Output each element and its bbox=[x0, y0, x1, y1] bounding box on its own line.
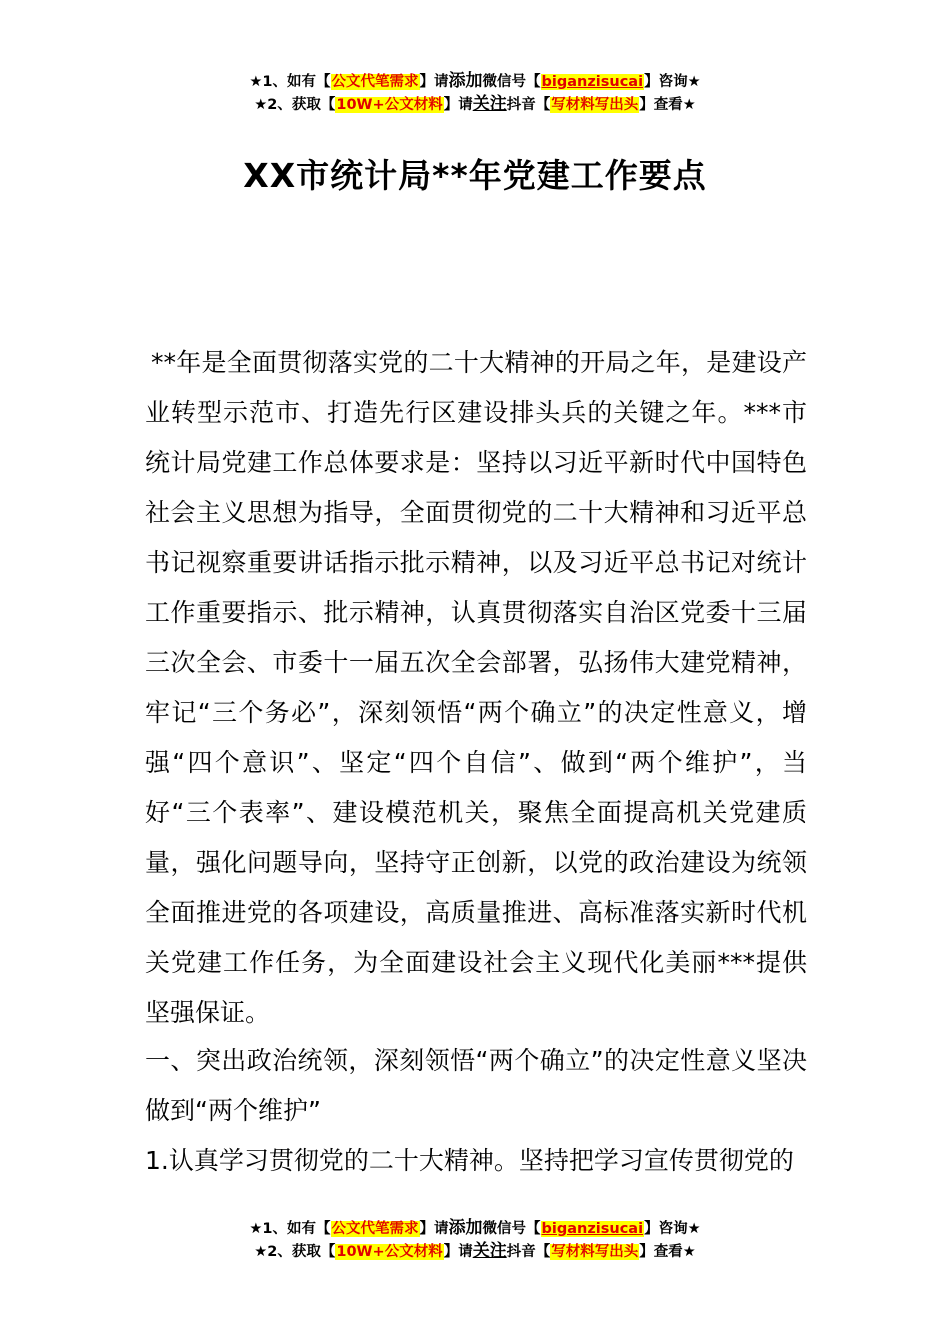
banner-emphasis: 添加 bbox=[448, 1218, 483, 1238]
footer-banner bbox=[0, 1217, 950, 1263]
banner-text: 】查看★ bbox=[639, 1244, 696, 1260]
list-item-1: 1.认真学习贯彻党的二十大精神。坚持把学习宣传贯彻党的 bbox=[145, 1146, 794, 1175]
banner-text: 微信号【 bbox=[482, 1221, 541, 1237]
banner-line-1 bbox=[0, 70, 950, 93]
banner-text: 抖音【 bbox=[506, 1244, 551, 1260]
intro-paragraph: **年是全面贯彻落实党的二十大精神的开局之年，是建设产业转型示范市、打造先行区建设排头兵的关键之年。***市统计局党建工作总体要求是：坚持以习近平新时代中国特色社会主义思想为指导，全面贯彻党的二十大精神和习近平总书记视察重要讲话指示批示精神，以及习近平总书记对统计工作重要指示、批示精神，认真贯彻落实自治区党委十三届三次全会、市委十一届五次全会部署，弘扬伟大建党精神，牢记“三个务必”，深刻领悟“两个确立”的决定性意义，增强“四个意识”、坚定“四个自信”、做到“两个维护”，当好“三个表率”、建设模范机关，聚焦全面提高机关党建质量，强化问题导向，坚持守正创新，以党的政治建设为统领全面推进党的各项建设，高质量推进、高标准落实新时代机关党建工作任务，为全面建设社会主义现代化美丽***提供坚强保证。 bbox=[145, 348, 807, 1027]
banner-text: 】请 bbox=[419, 1221, 449, 1237]
banner-highlight-materials: 10W+公文材料 bbox=[336, 97, 443, 113]
banner-emphasis: 添加 bbox=[448, 71, 483, 91]
banner-text: 】请 bbox=[419, 74, 449, 90]
document-title: XX市统计局**年党建工作要点 bbox=[243, 156, 707, 195]
banner-text: ★1、如有【 bbox=[249, 74, 331, 90]
banner-text: ★1、如有【 bbox=[249, 1221, 331, 1237]
section-heading-1: 一、突出政治统领，深刻领悟“两个确立”的决定性意义坚决做到“两个维护” bbox=[145, 1046, 807, 1125]
banner-douyin-account[interactable]: 写材料写出头 bbox=[551, 1244, 639, 1260]
banner-highlight-service: 公文代笔需求 bbox=[331, 74, 419, 90]
banner-line-1 bbox=[0, 1217, 950, 1240]
banner-text: 】咨询★ bbox=[644, 74, 701, 90]
banner-text: 微信号【 bbox=[482, 74, 541, 90]
banner-douyin-account[interactable]: 写材料写出头 bbox=[551, 97, 639, 113]
banner-text: 抖音【 bbox=[506, 97, 551, 113]
banner-wechat-id[interactable]: biganzisucai bbox=[541, 74, 644, 90]
banner-highlight-materials: 10W+公文材料 bbox=[336, 1244, 443, 1260]
banner-text: 】咨询★ bbox=[644, 1221, 701, 1237]
banner-highlight-service: 公文代笔需求 bbox=[331, 1221, 419, 1237]
banner-emphasis: 关注 bbox=[472, 94, 507, 114]
banner-text: 】查看★ bbox=[639, 97, 696, 113]
banner-line-2 bbox=[0, 93, 950, 116]
banner-text: ★2、获取【 bbox=[254, 1244, 336, 1260]
banner-text: 】请 bbox=[443, 97, 473, 113]
banner-text: 】请 bbox=[443, 1244, 473, 1260]
banner-text: ★2、获取【 bbox=[254, 97, 336, 113]
header-banner bbox=[0, 70, 950, 116]
banner-emphasis: 关注 bbox=[472, 1241, 507, 1261]
banner-wechat-id[interactable]: biganzisucai bbox=[541, 1221, 644, 1237]
banner-line-2 bbox=[0, 1240, 950, 1263]
